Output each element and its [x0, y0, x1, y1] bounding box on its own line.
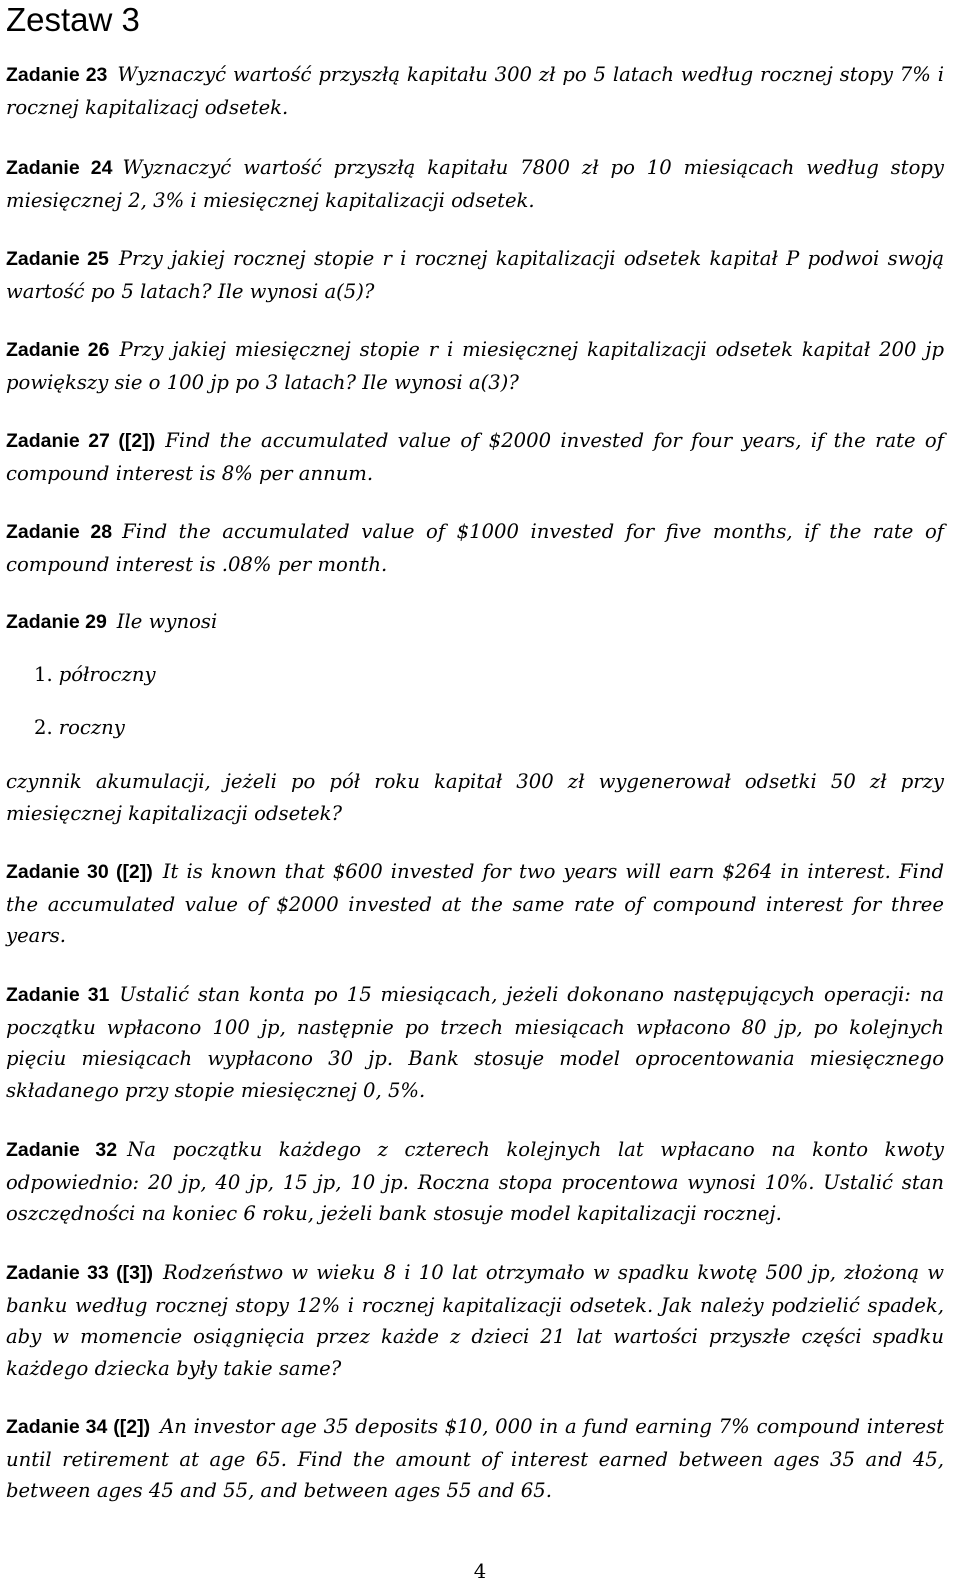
- task-text: Find the accumulated value of $2000 invested for four years, if the rate of compound interest is 8% per annum.: [6, 429, 944, 485]
- task-25: [6, 243, 944, 307]
- task-29: [6, 606, 944, 639]
- task-28: [6, 516, 944, 580]
- task-label: Zadanie 31: [6, 984, 110, 1006]
- task-text: Na początku każdego z czterech kolejnych lat wpłacano na konto kwoty odpowiednio: 20 jp, 40 jp, 15 jp, 10 jp. Roczna stopa procentowa wynosi 10%. Ustalić stan oszczędności na koniec 6 roku, jeżeli bank stosuje model kapitalizacji rocznej.: [6, 1138, 944, 1225]
- list-item: [34, 712, 125, 744]
- task-label: Zadanie 24: [6, 157, 113, 179]
- task-text: Przy jakiej rocznej stopie r i rocznej kapitalizacji odsetek kapitał P podwoi swoją wartość po 5 latach? Ile wynosi a(5)?: [6, 247, 944, 303]
- task-26: [6, 334, 944, 398]
- list-item-number: 2.: [34, 716, 53, 739]
- task-text: It is known that $600 invested for two years will earn $264 in interest. Find the accumulated value of $2000 invested at the same rate of compound interest for three years.: [6, 860, 944, 947]
- page-title: Zestaw 3: [6, 1, 140, 38]
- list-item: [34, 659, 156, 691]
- task-33: [6, 1257, 944, 1384]
- task-31: [6, 979, 944, 1106]
- task-label: Zadanie 27 ([2]): [6, 430, 156, 452]
- page-number: 4: [473, 1560, 487, 1583]
- task-label: Zadanie 29: [6, 611, 107, 633]
- task-30: [6, 856, 944, 952]
- task-label: Zadanie 23: [6, 64, 108, 86]
- task-label: Zadanie 33 ([3]): [6, 1262, 153, 1284]
- document-page: [6, 0, 945, 1583]
- task-label: Zadanie 32: [6, 1139, 118, 1161]
- task-text: Ile wynosi: [116, 610, 218, 633]
- task-label: Zadanie 34 ([2]): [6, 1416, 151, 1438]
- list-item-number: 1.: [34, 663, 53, 686]
- list-item-text: półroczny: [58, 663, 156, 686]
- task-text: Wyznaczyć wartość przyszłą kapitału 300 zł po 5 latach według rocznej stopy 7% i rocznej kapitalizacj odsetek.: [6, 63, 944, 119]
- task-text: Przy jakiej miesięcznej stopie r i miesięcznej kapitalizacji odsetek kapitał 200 jp powiększy sie o 100 jp po 3 latach? Ile wynosi a(3)?: [6, 338, 945, 394]
- task-34: [6, 1411, 944, 1507]
- task-label: Zadanie 26: [6, 339, 110, 361]
- task-label: Zadanie 30 ([2]): [6, 861, 153, 883]
- task-text: Rodzeństwo w wieku 8 i 10 lat otrzymało w spadku kwotę 500 jp, złożoną w banku według rocznej stopy 12% i rocznej kapitalizacji odsetek. Jak należy podzielić spadek, aby w momencie osiągnięcia przez każde z dzieci 21 lat wartości przyszłe części spadku każdego dziecka były takie same?: [6, 1261, 944, 1380]
- list-item-text: roczny: [58, 716, 125, 739]
- task-23: [6, 59, 944, 123]
- task-label: Zadanie 25: [6, 248, 109, 270]
- task-27: [6, 425, 944, 489]
- task-text: Find the accumulated value of $1000 invested for five months, if the rate of compound interest is .08% per month.: [6, 520, 944, 576]
- task-label: Zadanie 28: [6, 521, 113, 543]
- task-24: [6, 152, 944, 216]
- task-text: czynnik akumulacji, jeżeli po pół roku kapitał 300 zł wygenerował odsetki 50 zł przy miesięcznej kapitalizacji odsetek?: [6, 770, 944, 825]
- task-29-continuation: [6, 766, 944, 829]
- task-32: [6, 1134, 944, 1230]
- task-text: Ustalić stan konta po 15 miesiącach, jeżeli dokonano następujących operacji: na początku wpłacono 100 jp, następnie po trzech miesiącach wpłacono 80 jp, po kolejnych pięciu miesiącach wypłacono 30 jp. Bank stosuje model oprocentowania miesięcznego składanego przy stopie miesięcznej 0, 5%.: [6, 983, 945, 1102]
- task-text: Wyznaczyć wartość przyszłą kapitału 7800 zł po 10 miesiącach według stopy miesięcznej 2, 3% i miesięcznej kapitalizacji odsetek.: [6, 156, 945, 212]
- task-text: An investor age 35 deposits $10, 000 in a fund earning 7% compound interest until retirement at age 65. Find the amount of interest earned between ages 35 and 45, between ages 45 and 55, and between ages 55 and 65.: [6, 1415, 944, 1502]
